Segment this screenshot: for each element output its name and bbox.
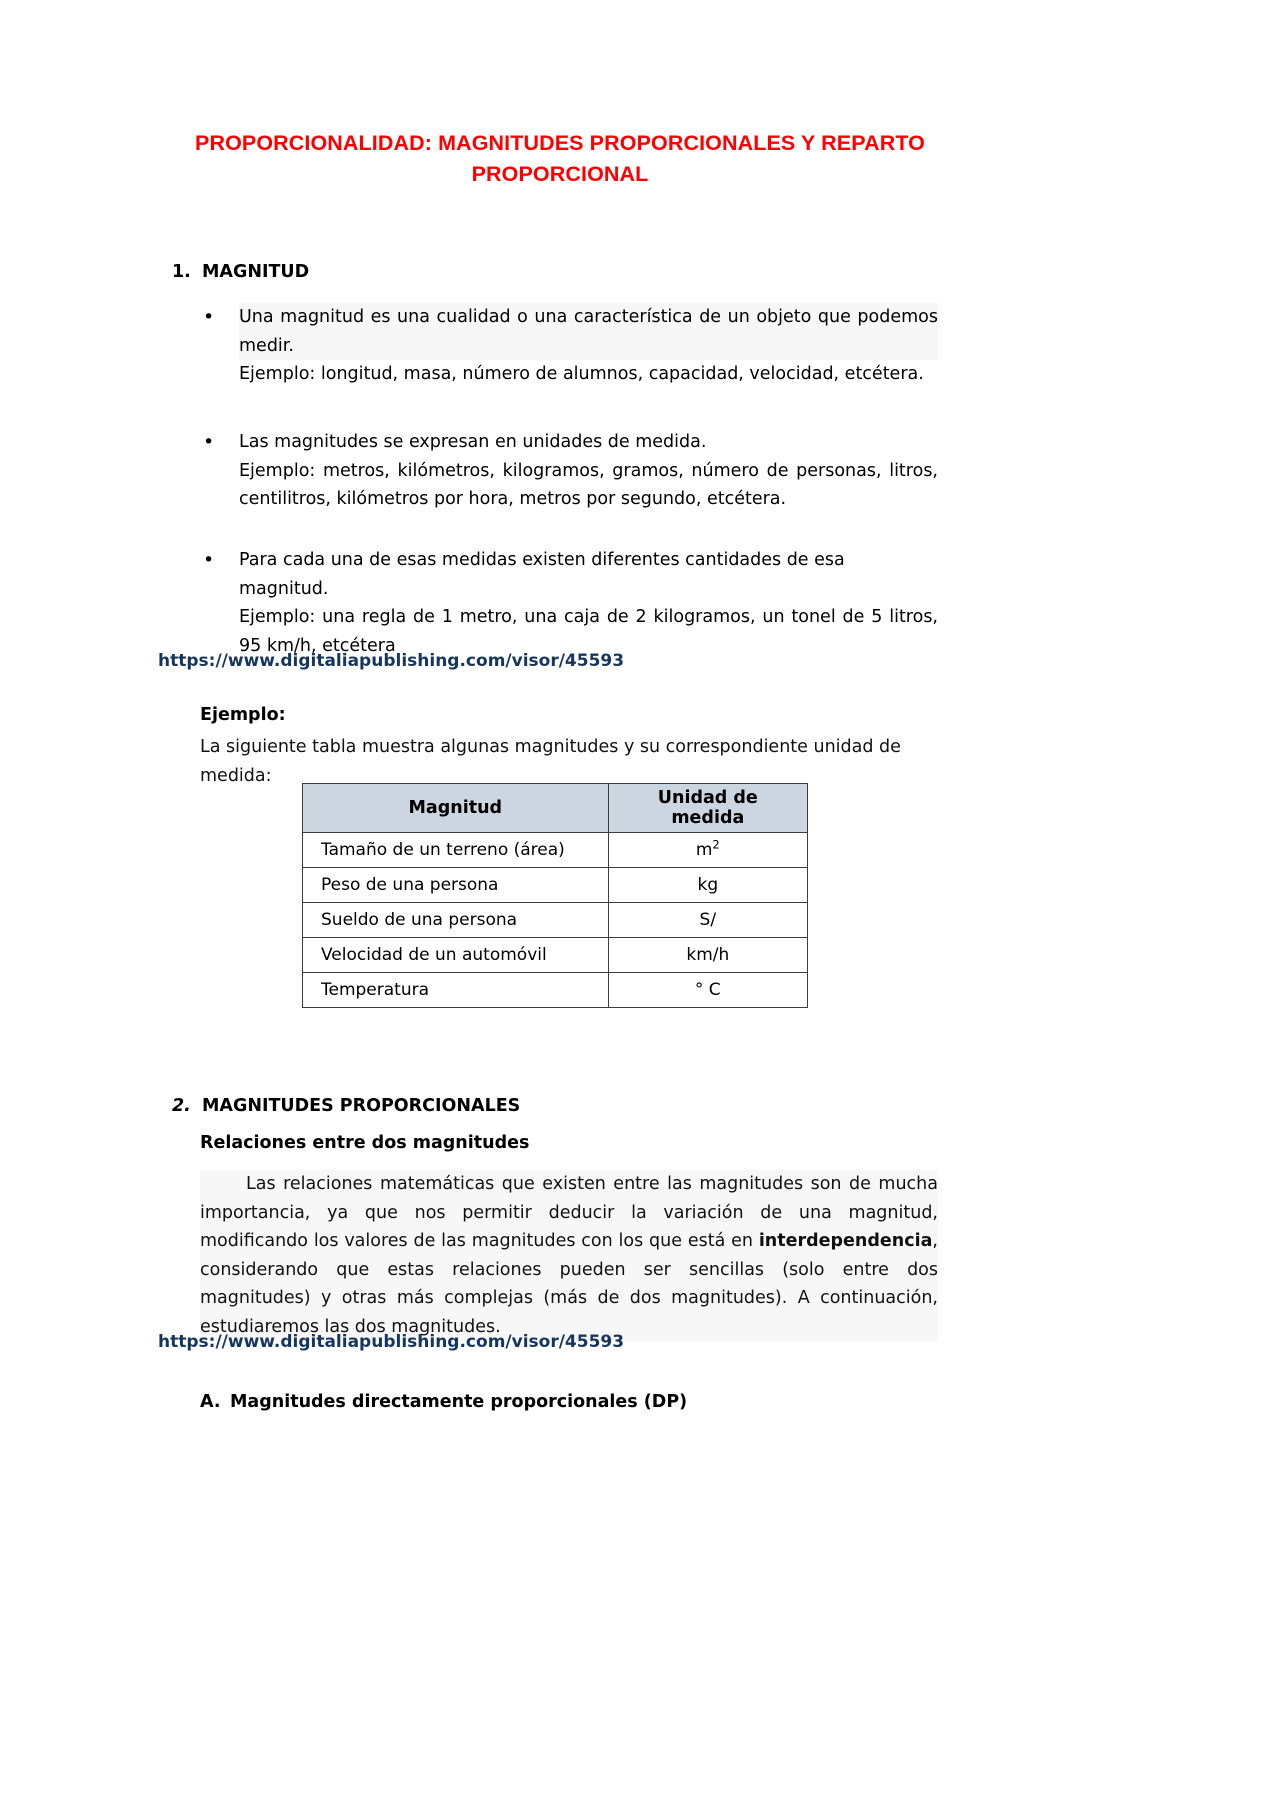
- section-2-paragraph: [200, 1170, 938, 1341]
- table-body: [303, 833, 808, 1008]
- table-row: [303, 938, 808, 973]
- source-link-2[interactable]: https://www.digitaliapublishing.com/visor/45593: [158, 1332, 625, 1352]
- table-row: [303, 868, 808, 903]
- bullet-1-line-1: Una magnitud es una cualidad o una característica de un objeto que podemos medir.: [239, 303, 938, 360]
- bullet-1-line-2: Ejemplo: longitud, masa, número de alumnos, capacidad, velocidad, etcétera.: [239, 364, 924, 384]
- unit-value: m: [695, 840, 713, 860]
- source-link-1[interactable]: https://www.digitaliapublishing.com/visor/45593: [158, 651, 625, 671]
- magnitudes-table-wrapper: [302, 783, 808, 1008]
- bullet-3-line-2: Ejemplo: una regla de 1 metro, una caja de 2 kilogramos, un tonel de 5 litros, 95 km/h, etcétera: [239, 607, 938, 656]
- bullet-icon: •: [203, 306, 215, 328]
- bullet-2-line-2: Ejemplo: metros, kilómetros, kilogramos, gramos, número de personas, litros, centilitros, kilómetros por hora, metros por segundo, etcétera.: [239, 460, 938, 509]
- page-title: PROPORCIONALIDAD: MAGNITUDES PROPORCIONALES Y REPARTO PROPORCIONAL: [195, 131, 925, 186]
- table-row: [303, 903, 808, 938]
- section-1-label: MAGNITUD: [202, 262, 310, 282]
- cell-unidad: [608, 833, 807, 868]
- section-2-number: 2.: [172, 1096, 191, 1116]
- subsection-a-letter: A.: [200, 1392, 221, 1412]
- list-item: [203, 428, 938, 514]
- cell-unidad: km/h: [608, 938, 807, 973]
- ejemplo-label: Ejemplo:: [200, 705, 286, 725]
- section-2-heading: [172, 1096, 520, 1116]
- list-item: [203, 546, 938, 660]
- cell-magnitud: Velocidad de un automóvil: [303, 938, 609, 973]
- subsection-a-heading: [200, 1392, 687, 1412]
- section-2-label: MAGNITUDES PROPORCIONALES: [202, 1096, 521, 1116]
- table-row: [303, 973, 808, 1008]
- cell-unidad: kg: [608, 868, 807, 903]
- column-header-magnitud: Magnitud: [303, 784, 609, 833]
- bullet-icon: •: [203, 431, 215, 453]
- list-item: [203, 303, 938, 389]
- cell-unidad: ° C: [608, 973, 807, 1008]
- paragraph-part-1: Las relaciones matemáticas que existen entre las magnitudes son de mucha importancia, ya que nos permitir deducir la variación de una magnitud, modificando los valores de las magnitudes con los que está en: [200, 1174, 938, 1251]
- cell-magnitud: Tamaño de un terreno (área): [303, 833, 609, 868]
- bullet-2-line-1: Las magnitudes se expresan en unidades de medida.: [239, 432, 707, 452]
- section-1-heading: [172, 262, 309, 282]
- cell-unidad: S/: [608, 903, 807, 938]
- bullet-3-line-1: Para cada una de esas medidas existen diferentes cantidades de esa magnitud.: [239, 550, 845, 599]
- table-row: [303, 833, 808, 868]
- bullet-icon: •: [203, 549, 215, 571]
- subsection-a-title: Magnitudes directamente proporcionales (DP): [230, 1392, 688, 1412]
- magnitudes-table: [302, 783, 808, 1008]
- section-2-subheading: Relaciones entre dos magnitudes: [200, 1133, 530, 1153]
- section-1-number: 1.: [172, 262, 191, 282]
- table-head: [303, 784, 808, 833]
- paragraph-bold-term: interdependencia: [758, 1231, 933, 1251]
- cell-magnitud: Peso de una persona: [303, 868, 609, 903]
- ejemplo-description: La siguiente tabla muestra algunas magnitudes y su correspondiente unidad de medida:: [200, 737, 901, 786]
- cell-magnitud: Temperatura: [303, 973, 609, 1008]
- paragraph-part-2: , considerando que estas relaciones pueden ser sencillas (solo entre dos magnitudes) y otras más complejas (más de dos magnitudes). A continuación, estudiaremos las dos magnitudes.: [200, 1231, 938, 1337]
- column-header-unidad: Unidad de medida: [608, 784, 807, 833]
- cell-magnitud: Sueldo de una persona: [303, 903, 609, 938]
- unit-exponent: 2: [712, 837, 720, 852]
- table-header-row: [303, 784, 808, 833]
